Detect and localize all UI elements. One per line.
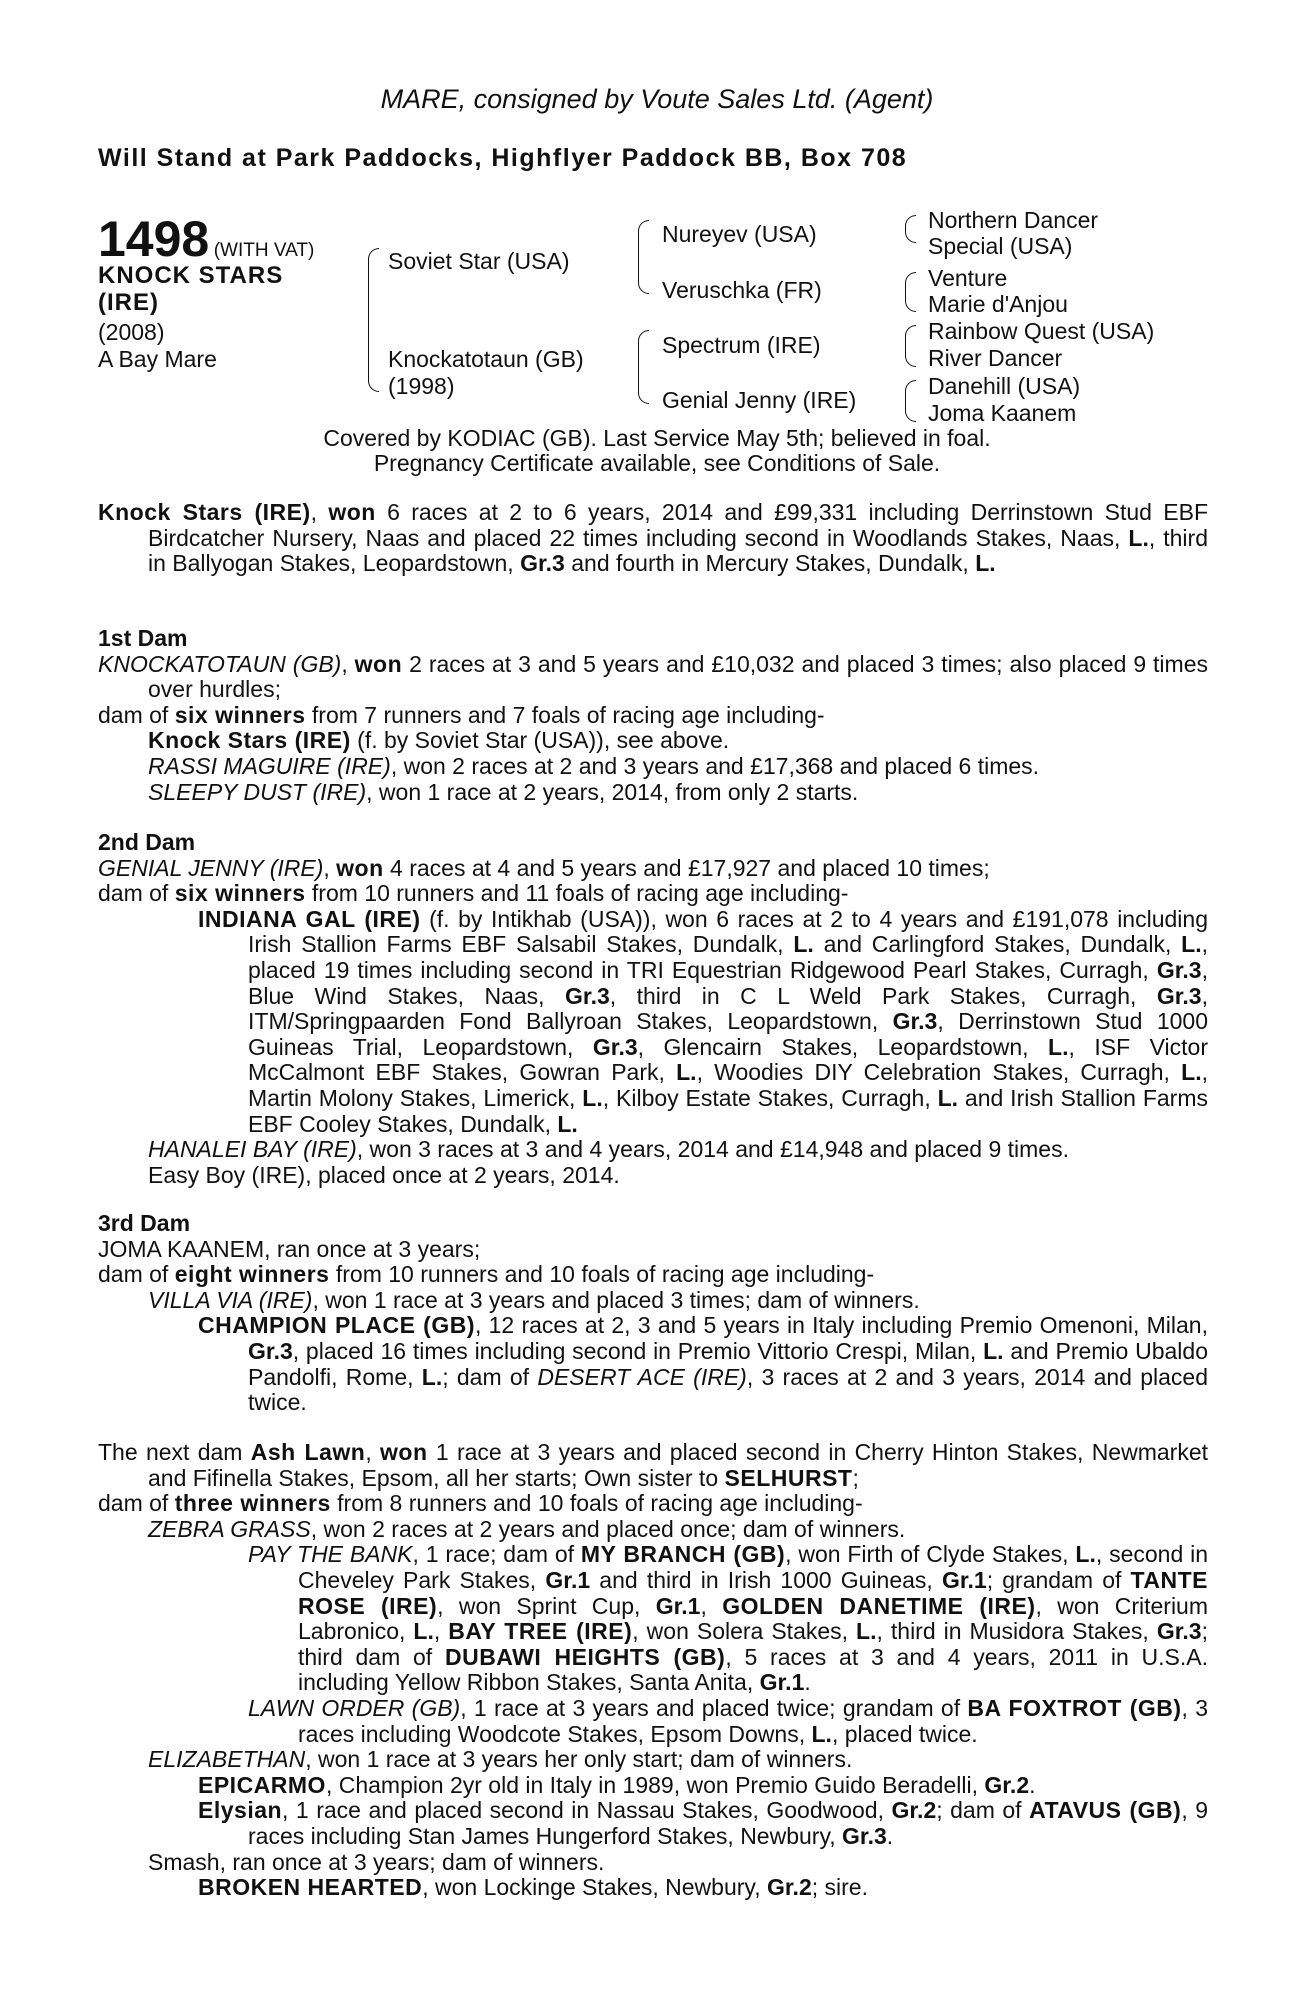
pedigree-dsd: River Dancer [928, 345, 1063, 371]
horse-name-line1: KNOCK STARS [98, 262, 284, 289]
intro-paragraph: Knock Stars (IRE), won 6 races at 2 to 6 years, 2014 and £99,331 including Derrinstown Stud EBF Birdcatcher Nursery, Naas and placed 22 times including second in Woodlands Stakes, Naas, L., third in Ballyogan Stakes, Leopardstown, Gr.3 and fourth in Mercury Stakes, Dundalk, L. [98, 499, 1208, 577]
pedigree-brace-sire [638, 220, 649, 294]
pedigree-sire: Soviet Star (USA) [388, 248, 570, 274]
pay-the-bank: PAY THE BANK, 1 race; dam of MY BRANCH (GB), won Firth of Clyde Stakes, L., second in Cheveley Park Stakes, Gr.1 and third in Irish 1000 Guineas, Gr.1; grandam of TANTE ROSE (IRE), won Sprint Cup, Gr.1, GOLDEN DANETIME (IRE), won Criterium Labronico, L., BAY TREE (IRE), won Solera Stakes, L., third in Musidora Stakes, Gr.3; third dam of DUBAWI HEIGHTS (GB), 5 races at 3 and 4 years, 2011 in U.S.A. including Yellow Ribbon Stakes, Santa Anita, Gr.1. [248, 1541, 1209, 1696]
horse-details [98, 319, 217, 373]
pedigree-ddd: Joma Kaanem [928, 400, 1077, 426]
stand-location: Will Stand at Park Paddocks, Highflyer Paddock BB, Box 708 [98, 144, 908, 172]
third-dam-offspring-2: CHAMPION PLACE (GB), 12 races at 2, 3 and 5 years in Italy including Premio Omenoni, Milan, Gr.3, placed 16 times including second in Premio Vittorio Crespi, Milan, L. and Premio Ubaldo Pandolfi, Rome, L.; dam of DESERT ACE (IRE), 3 races at 2 and 3 years, 2014 and placed twice. [198, 1312, 1208, 1416]
third-dam-offspring-1: VILLA VIA (IRE), won 1 race at 3 years and placed 3 times; dam of winners. [148, 1286, 920, 1313]
pedigree-brace-dam [638, 330, 649, 404]
third-dam-heading: 3rd Dam [98, 1210, 191, 1236]
pedigree-ss: Nureyev (USA) [662, 221, 817, 247]
third-dam-section [98, 1211, 1208, 1416]
second-dam-offspring-2: HANALEI BAY (IRE), won 3 races at 3 and 4 years, 2014 and £14,948 and placed 9 times. [148, 1136, 1069, 1163]
lot-number [98, 210, 314, 268]
pedigree-ssd: Special (USA) [928, 233, 1073, 259]
epicarmo: EPICARMO, Champion 2yr old in Italy in 1989, won Premio Guido Beradelli, Gr.2. [198, 1771, 1036, 1798]
elizabethan: ELIZABETHAN, won 1 race at 3 years her only start; dam of winners. [148, 1746, 853, 1773]
elysian: Elysian, 1 race and placed second in Nassau Stakes, Goodwood, Gr.2; dam of ATAVUS (GB), 9 races including Stan James Hungerford Stakes, Newbury, Gr.3. [198, 1797, 1209, 1849]
pedigree-sds: Venture [928, 265, 1008, 291]
broken-hearted: BROKEN HEARTED, won Lockinge Stakes, Newbury, Gr.2; sire. [198, 1874, 868, 1901]
lot-vat: (WITH VAT) [213, 240, 315, 261]
pedigree-brace-dd [905, 380, 916, 422]
first-dam-offspring-2: RASSI MAGUIRE (IRE), won 2 races at 2 and 3 years and £17,368 and placed 6 times. [148, 752, 1040, 779]
pedigree-dss: Rainbow Quest (USA) [928, 318, 1155, 344]
covered-info [0, 426, 1314, 476]
pedigree-ds: Spectrum (IRE) [662, 332, 821, 358]
horse-year: (2008) [98, 319, 165, 345]
pedigree-dds: Danehill (USA) [928, 373, 1081, 399]
pedigree-sd: Veruschka (FR) [662, 277, 822, 303]
horse-name [98, 262, 283, 316]
zebra-grass: ZEBRA GRASS, won 2 races at 2 years and placed once; dam of winners. [148, 1515, 906, 1542]
horse-name-line2: (IRE) [98, 289, 159, 316]
first-dam-offspring-1: Knock Stars (IRE) (f. by Soviet Star (USA)), see above. [148, 727, 730, 754]
race-record [98, 500, 1208, 577]
second-dam-heading: 2nd Dam [98, 829, 196, 855]
second-dam-offspring-1: INDIANA GAL (IRE) (f. by Intikhab (USA)), won 6 races at 2 to 4 years and £191,078 including Irish Stallion Farms EBF Salsabil Stakes, Dundalk, L. and Carlingford Stakes, Dundalk, L., placed 19 times including second in TRI Equestrian Ridgewood Pearl Stakes, Curragh, Gr.3, Blue Wind Stakes, Naas, Gr.3, third in C L Weld Park Stakes, Curragh, Gr.3, ITM/Springpaarden Fond Ballyroan Stakes, Leopardstown, Gr.3, Derrinstown Stud 1000 Guineas Trial, Leopardstown, Gr.3, Glencairn Stakes, Leopardstown, L., ISF Victor McCalmont EBF Stakes, Gowran Park, L., Woodies DIY Celebration Stakes, Curragh, L., Martin Molony Stakes, Limerick, L., Kilboy Estate Stakes, Curragh, L. and Irish Stallion Farms EBF Cooley Stakes, Dundalk, L. [198, 905, 1208, 1137]
pedigree-dam-year: (1998) [388, 373, 455, 399]
covered-line2: Pregnancy Certificate available, see Conditions of Sale. [373, 450, 941, 476]
covered-line1: Covered by KODIAC (GB). Last Service May 5th; believed in foal. [323, 425, 991, 451]
third-dam-record: JOMA KAANEM, ran once at 3 years; [98, 1235, 481, 1262]
pedigree-brace-gen1 [368, 248, 379, 392]
pedigree-brace-ss [905, 215, 916, 243]
next-dam-section [98, 1440, 1208, 1901]
horse-description: A Bay Mare [98, 346, 217, 372]
next-dam-produce: dam of three winners from 8 runners and 10 foals of racing age including- [98, 1490, 863, 1517]
next-dam-record: The next dam Ash Lawn, won 1 race at 3 years and placed second in Cherry Hinton Stakes, Newmarket and Fifinella Stakes, Epsom, all her starts; Own sister to SELHURST; [98, 1439, 1209, 1491]
pedigree-sss: Northern Dancer [928, 207, 1099, 233]
lot-number-value: 1498 [98, 211, 210, 267]
first-dam-offspring-3: SLEEPY DUST (IRE), won 1 race at 2 years, 2014, from only 2 starts. [148, 778, 859, 805]
first-dam-section [98, 626, 1208, 805]
pedigree-brace-ds [905, 325, 916, 367]
second-dam-offspring-3: Easy Boy (IRE), placed once at 2 years, 2014. [148, 1161, 620, 1188]
lawn-order: LAWN ORDER (GB), 1 race at 3 years and placed twice; grandam of BA FOXTROT (GB), 3 races including Woodcote Stakes, Epsom Downs, L., placed twice. [248, 1694, 1208, 1747]
pedigree-dam: Knockatotaun (GB) [388, 346, 584, 372]
first-dam-produce: dam of six winners from 7 runners and 7 foals of racing age including- [98, 701, 825, 728]
pedigree-sdd: Marie d'Anjou [928, 291, 1068, 317]
pedigree-dd: Genial Jenny (IRE) [662, 387, 857, 413]
first-dam-heading: 1st Dam [98, 625, 188, 651]
first-dam-record: KNOCKATOTAUN (GB), won 2 races at 3 and 5 years and £10,032 and placed 3 times; also placed 9 times over hurdles; [98, 650, 1208, 703]
second-dam-produce: dam of six winners from 10 runners and 11 foals of racing age including- [98, 880, 849, 907]
second-dam-section [98, 830, 1208, 1188]
smash: Smash, ran once at 3 years; dam of winners. [148, 1848, 605, 1875]
pedigree-brace-sd [905, 272, 916, 312]
second-dam-record: GENIAL JENNY (IRE), won 4 races at 4 and 5 years and £17,927 and placed 10 times; [98, 854, 990, 881]
third-dam-produce: dam of eight winners from 10 runners and 10 foals of racing age including- [98, 1261, 875, 1288]
consignor-line: MARE, consigned by Voute Sales Ltd. (Agent) [380, 84, 934, 114]
